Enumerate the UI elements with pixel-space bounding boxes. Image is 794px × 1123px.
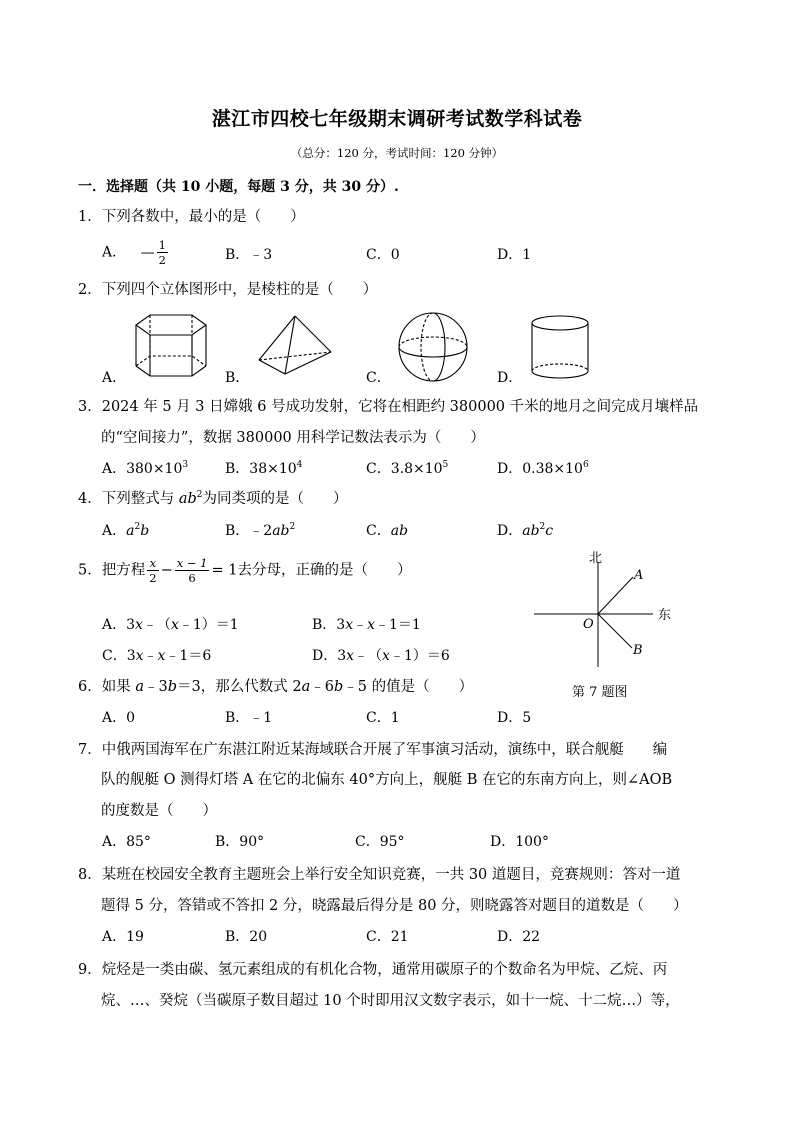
fraction: $\frac{1}{2}$ <box>158 238 166 267</box>
question-2-option-d: D． <box>497 370 523 386</box>
question-4-option-c: C．ab <box>366 523 409 539</box>
question-1-option-c: C．0 <box>366 247 400 263</box>
question-3-option-d: D．$0.38\times 10^6$ <box>497 460 589 477</box>
question-3-line-1: 3．2024 年 5 月 3 日嫦娥 6 号成功发射，它将在相距约 380000 千米的地月之间完成月壤样品 <box>78 399 699 415</box>
question-4-stem: 4．下列整式与 $ab^2$为同类项的是（ ） <box>78 490 348 507</box>
question-5-option-b: B．3x﹣x﹣1＝1 <box>312 617 421 633</box>
direction-figure <box>528 544 688 704</box>
point-a-label: A <box>634 568 644 583</box>
origin-label: O <box>583 617 594 632</box>
question-6-option-d: D．5 <box>497 710 532 726</box>
question-8-line-1: 8．某班在校园安全教育主题班会上举行安全知识竞赛，一共 30 道题目，竞赛规则：答对一道 <box>78 867 681 883</box>
question-4-option-a: A．$a^2b$ <box>102 522 150 539</box>
question-1-option-b: B．﹣3 <box>225 247 273 263</box>
question-5-stem: 5．把方程 $\frac{x}{2}$ − $\frac{x - 1}{6}$ = 1去分母，正确的是（ ） <box>78 556 412 585</box>
north-label: 北 <box>589 551 603 566</box>
question-3-option-a: A．$380\times 10^3$ <box>102 460 189 477</box>
question-9-line-2: 烷、…、癸烷（当碳原子数目超过 10 个时即用汉文数字表示，如十一烷、十二烷…）等， <box>101 993 680 1009</box>
east-label: 东 <box>658 608 672 623</box>
question-7-line-1: 7．中俄两国海军在广东湛江附近某海域联合开展了军事演习活动，演练中，联合舰艇 编 <box>78 742 668 758</box>
sphere-figure <box>395 309 471 385</box>
figure-caption: 第 7 题图 <box>572 685 628 700</box>
question-7-option-b: B．90° <box>215 834 265 850</box>
question-5-option-c: C．3x﹣x﹣1＝6 <box>102 648 212 664</box>
question-6-option-a: A．0 <box>102 710 136 726</box>
pyramid-figure <box>255 314 335 380</box>
question-3-option-b: B．$38\times 10^4$ <box>225 460 303 477</box>
question-1-option-d: D．1 <box>497 247 532 263</box>
question-7-option-a: A．85° <box>102 834 151 850</box>
question-6-stem: 6．如果 a﹣3b＝3，那么代数式 2a﹣6b﹣5 的值是（ ） <box>78 679 474 695</box>
exam-title: 湛江市四校七年级期末调研考试数学科试卷 <box>211 108 583 130</box>
point-b-label: B <box>633 643 643 658</box>
question-5-option-a: A．3x﹣（x﹣1）＝1 <box>102 617 239 633</box>
question-8-option-b: B．20 <box>225 929 268 945</box>
question-1-option-a: A． — $\frac{1}{2}$ <box>102 238 166 267</box>
question-7-option-d: D．100° <box>490 834 549 850</box>
question-8-option-c: C．21 <box>366 929 409 945</box>
question-8-option-a: A．19 <box>102 929 144 945</box>
question-5-option-d: D．3x﹣（x﹣1）＝6 <box>312 648 450 664</box>
cylinder-figure <box>528 313 592 383</box>
question-9-line-1: 9．烷烃是一类由碳、氢元素组成的有机化合物，通常用碳原子的个数命名为甲烷、乙烷、丙 <box>78 962 668 978</box>
question-7-option-c: C．95° <box>355 834 405 850</box>
fraction: $\frac{x}{2}$ <box>149 556 157 585</box>
question-2-option-c: C． <box>366 370 391 386</box>
question-8-line-2: 题得 5 分，答错或不答扣 2 分，晓露最后得分是 80 分，则晓露答对题目的道数是（ ） <box>101 898 688 914</box>
question-3-option-c: C．$3.8\times 10^5$ <box>366 460 449 477</box>
question-2-option-a: A． <box>102 370 127 386</box>
exam-subtitle: （总分：120 分，考试时间：120 分钟） <box>290 146 504 160</box>
question-2-option-b: B． <box>225 370 250 386</box>
question-3-line-2: 的“空间接力”，数据 380000 用科学记数法表示为（ ） <box>101 430 485 446</box>
hexagonal-prism-figure <box>130 312 212 382</box>
section-heading: 一．选择题（共 10 小题，每题 3 分，共 30 分）. <box>78 179 399 195</box>
question-2-stem: 2．下列四个立体图形中，是棱柱的是（ ） <box>78 282 378 298</box>
question-4-option-d: D．$ab^2c$ <box>497 522 554 539</box>
question-4-option-b: B．$﹣2ab^2$ <box>225 522 296 539</box>
fraction: $\frac{x - 1}{6}$ <box>176 556 208 585</box>
question-6-option-c: C．1 <box>366 710 400 726</box>
question-7-line-2: 队的舰艇 O 测得灯塔 A 在它的北偏东 40°方向上，舰艇 B 在它的东南方向上，则∠AOB <box>101 772 673 788</box>
question-6-option-b: B．﹣1 <box>225 710 273 726</box>
question-1-stem: 1．下列各数中，最小的是（ ） <box>78 209 305 225</box>
question-7-line-3: 的度数是（ ） <box>101 803 217 819</box>
question-8-option-d: D．22 <box>497 929 541 945</box>
